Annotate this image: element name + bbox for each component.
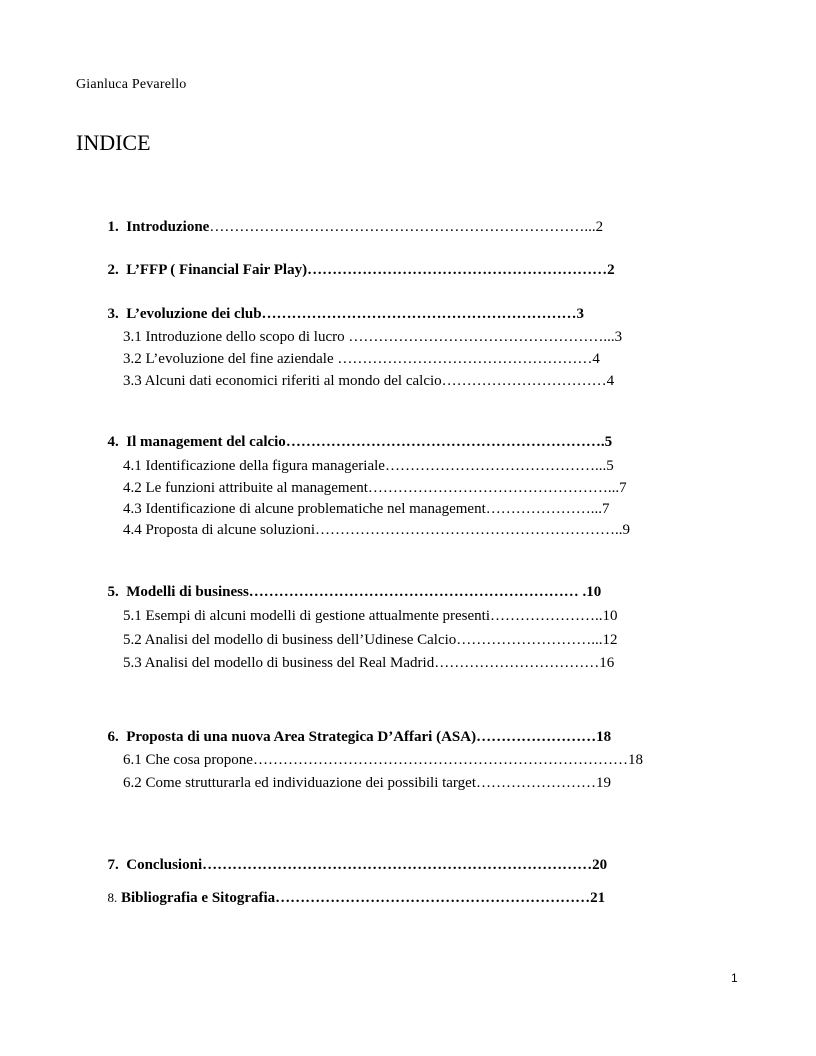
toc-number: 5. [107, 584, 119, 600]
toc-leader-page: ……………………………………………………2 [307, 262, 615, 278]
toc-entry-3-3: 3.3 Alcuni dati economici riferiti al mondo del calcio……………………………4 [123, 373, 615, 389]
toc-entry-5-2: 5.2 Analisi del modello di business dell’Udinese Calcio………………………...12 [123, 632, 618, 648]
toc-entry-4 [100, 415, 612, 451]
toc-title: Proposta di una nuova Area Strategica D’Affari (ASA) [126, 729, 477, 745]
toc-entry-7 [100, 838, 607, 874]
toc-entry-4-2: 4.2 Le funzioni attribuite al management…………………………………………...7 [123, 480, 627, 496]
toc-entry-2 [100, 243, 615, 279]
toc-entry-5-3: 5.3 Analisi del modello di business del Real Madrid……………………………16 [123, 655, 615, 671]
toc-entry-6-1: 6.1 Che cosa propone…………………………………………………………………18 [123, 752, 643, 768]
toc-entry-8 [100, 871, 605, 907]
toc-entry-3-1: 3.1 Introduzione dello scopo di lucro ……………………………………………...3 [123, 329, 623, 345]
page-number: 1 [731, 971, 738, 985]
toc-entry-6-2: 6.2 Come strutturarla ed individuazione dei possibili target……………………19 [123, 775, 611, 791]
toc-title: Introduzione [126, 219, 210, 235]
toc-leader-page: ………………………………………………………3 [261, 306, 585, 322]
toc-leader-page: …………………………………………………………………...2 [209, 219, 604, 235]
toc-number: 2. [107, 262, 119, 278]
toc-entry-6 [100, 710, 611, 746]
toc-title: L’FFP ( Financial Fair Play) [126, 262, 308, 278]
toc-number: 6. [107, 729, 119, 745]
toc-entry-1 [100, 200, 603, 236]
toc-entry-3 [100, 287, 584, 323]
toc-title: Bibliografia e Sitografia [121, 890, 276, 906]
toc-leader-page: ………………………………………………………21 [275, 890, 606, 906]
toc-number: 8. [107, 890, 118, 905]
toc-entry-4-4: 4.4 Proposta di alcune soluzioni……………………………………………………..9 [123, 522, 631, 538]
author-name: Gianluca Pevarello [76, 77, 187, 92]
toc-title: L’evoluzione dei club [126, 306, 262, 322]
toc-leader-page: ………………………………………………………… .10 [248, 584, 602, 600]
toc-title: Conclusioni [126, 857, 203, 873]
toc-number: 3. [107, 306, 119, 322]
toc-number: 1. [107, 219, 119, 235]
toc-title: Modelli di business [126, 584, 249, 600]
toc-leader-page: ……………………………………………………….5 [285, 434, 613, 450]
toc-entry-5 [100, 565, 601, 601]
toc-entry-5-1: 5.1 Esempi di alcuni modelli di gestione attualmente presenti…………………..10 [123, 608, 618, 624]
page-title: INDICE [76, 130, 151, 155]
toc-leader-page: ……………………18 [476, 729, 612, 745]
toc-leader-page: ……………………………………………………………………20 [202, 857, 608, 873]
toc-number: 7. [107, 857, 119, 873]
toc-entry-4-3: 4.3 Identificazione di alcune problematiche nel management…………………...7 [123, 501, 610, 517]
toc-title: Il management del calcio [126, 434, 286, 450]
toc-entry-3-2: 3.2 L’evoluzione del fine aziendale ……………………………………………4 [123, 351, 600, 367]
toc-entry-4-1: 4.1 Identificazione della figura manageriale……………………………………...5 [123, 458, 614, 474]
toc-number: 4. [107, 434, 119, 450]
